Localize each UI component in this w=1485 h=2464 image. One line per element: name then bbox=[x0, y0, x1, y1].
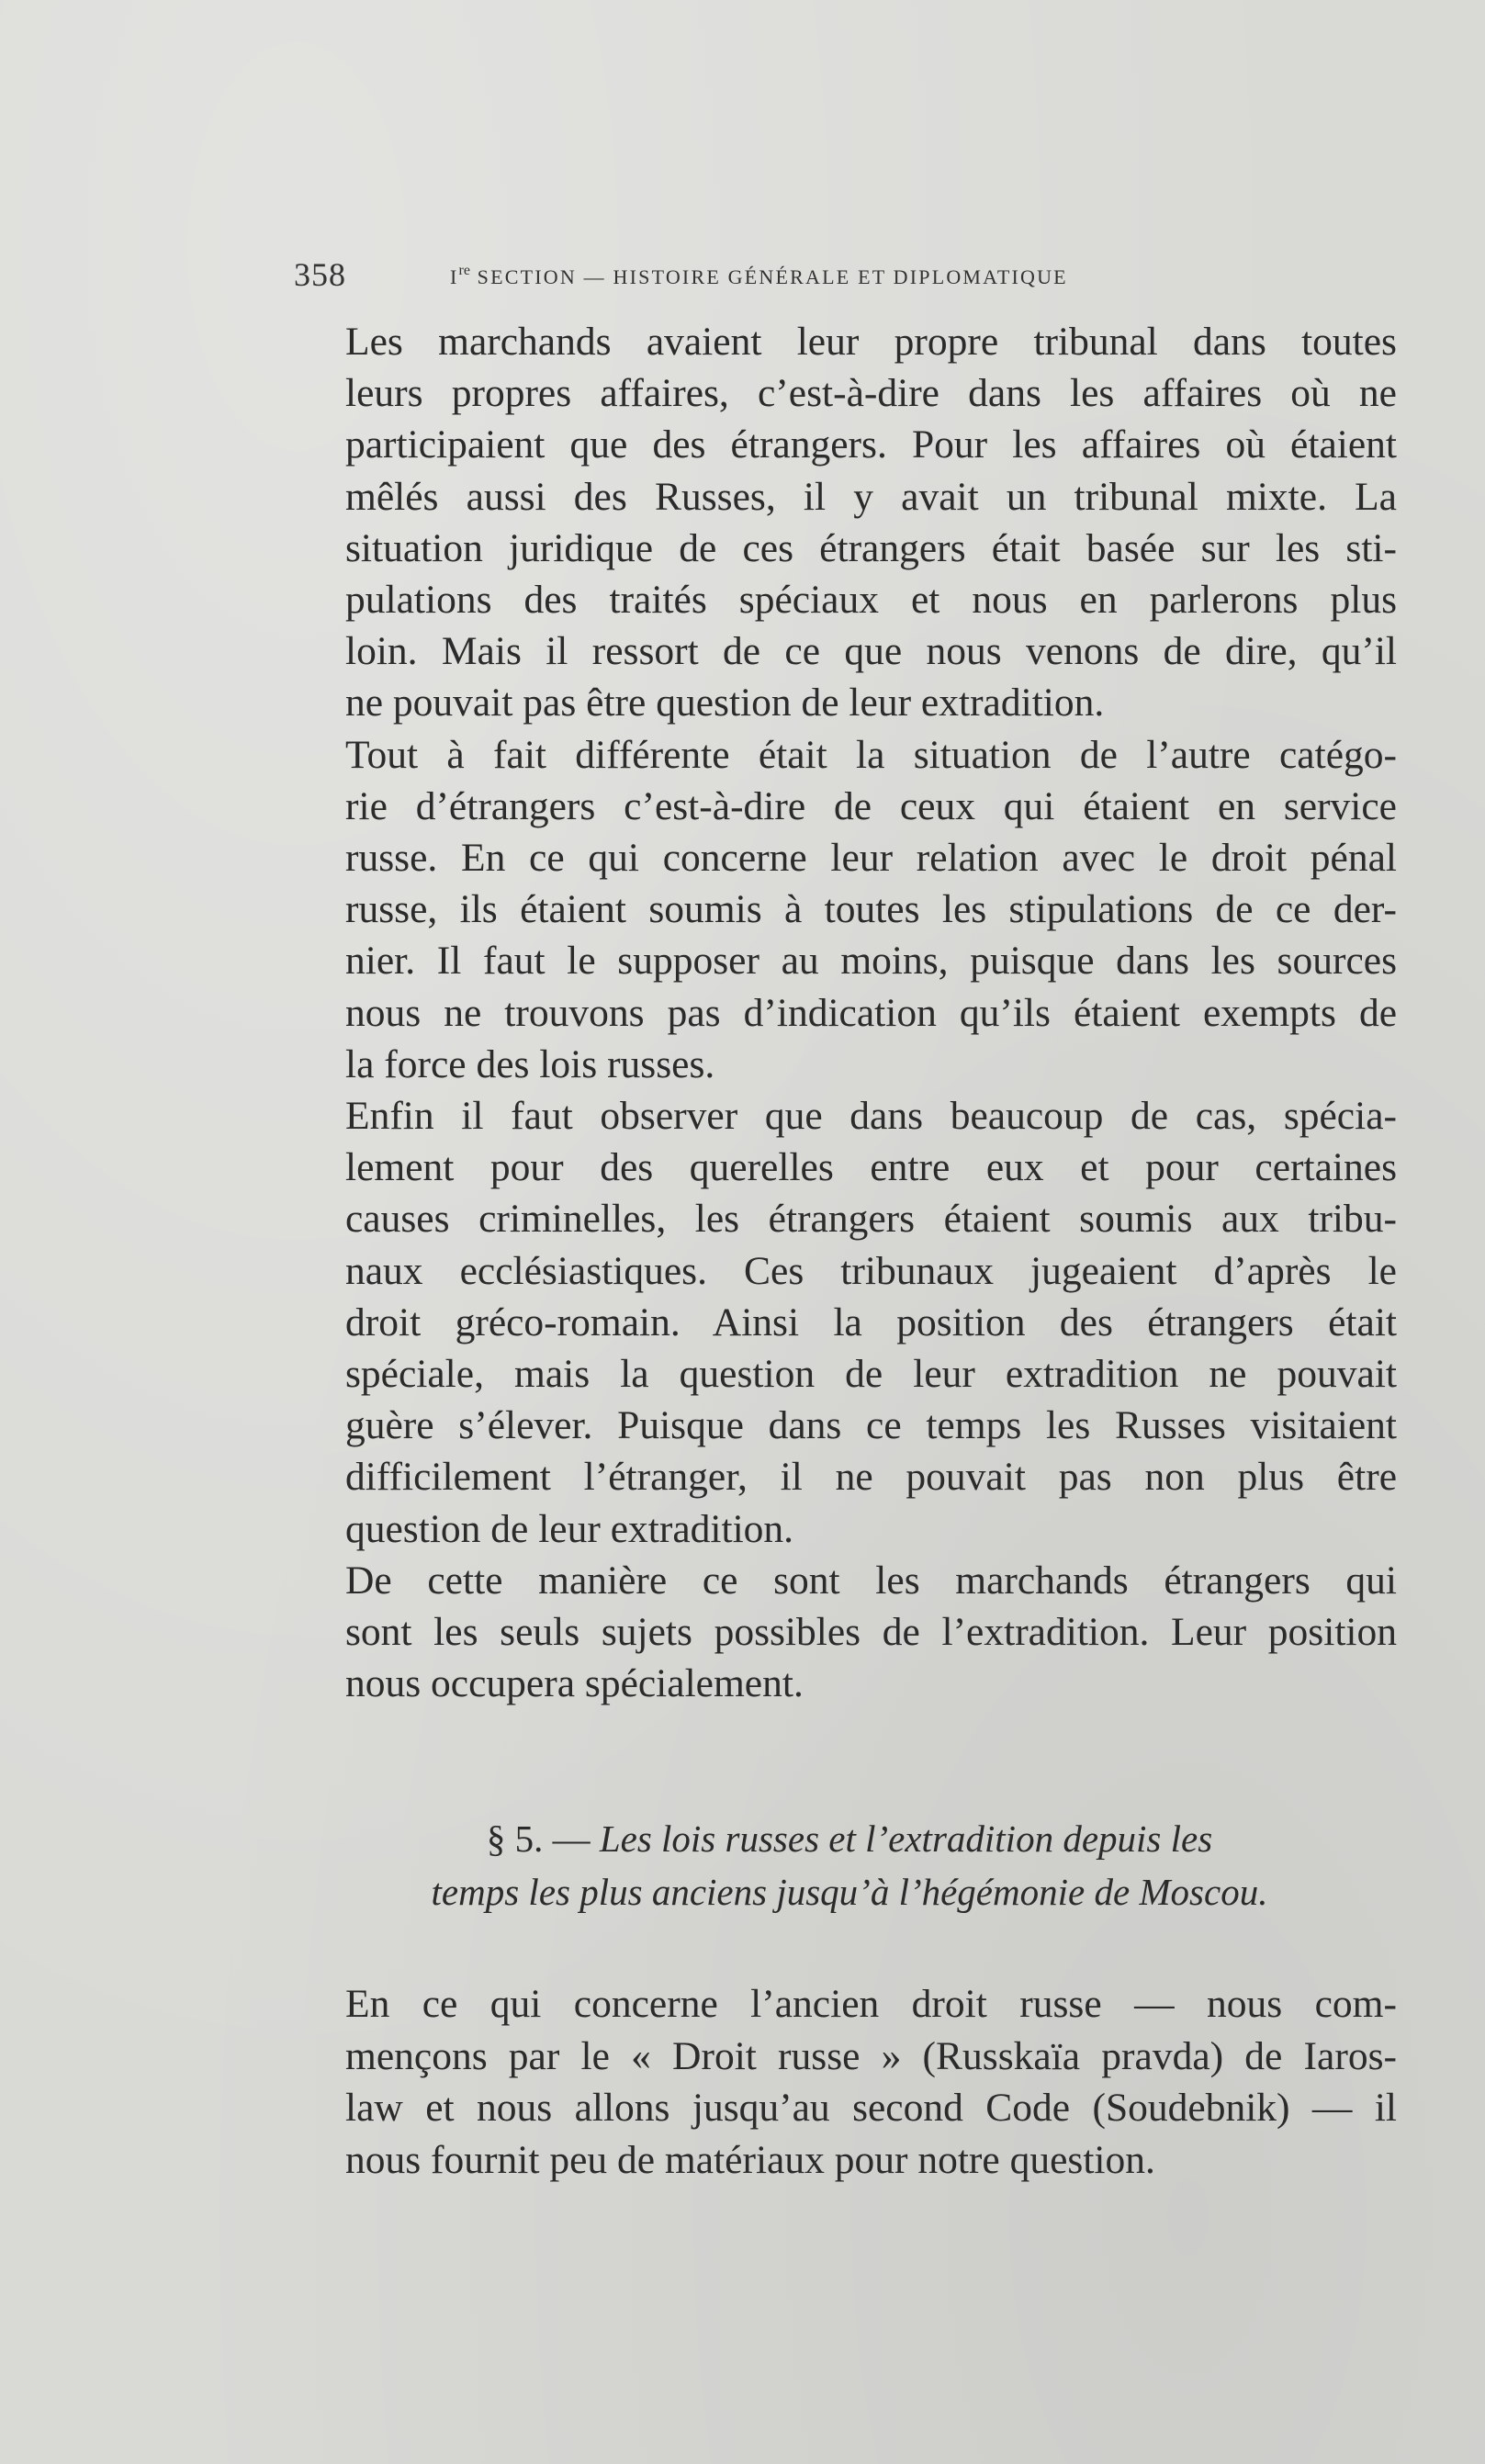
text-line: En ce qui concerne l’ancien droit russe — nous com- bbox=[345, 1982, 1397, 2026]
text-line: question de leur extradition. bbox=[345, 1506, 794, 1551]
text-line: law et nous allons jusqu’au second Code (Soudebnik) — il bbox=[345, 2086, 1397, 2130]
section-label: SECTION — HISTOIRE GÉNÉRALE ET DIPLOMATIQUE bbox=[469, 265, 1068, 288]
text-line: difficilement l’étranger, il ne pouvait pas non plus être bbox=[345, 1455, 1397, 1500]
text-line: russe, ils étaient soumis à toutes les stipulations de ce der- bbox=[345, 887, 1397, 932]
section-title-line-1 bbox=[303, 1812, 1396, 1865]
section-title-line-2: temps les plus anciens jusqu’à l’hégémonie de Moscou. bbox=[431, 1871, 1268, 1913]
text-line: la force des lois russes. bbox=[345, 1041, 715, 1086]
text-line: guère s’élever. Puisque dans ce temps les Russes visitaient bbox=[345, 1403, 1397, 1448]
text-line: ne pouvait pas être question de leur extradition. bbox=[345, 681, 1105, 726]
paragraph-3 bbox=[301, 1090, 1397, 1555]
text-line: nous ne trouvons pas d’indication qu’ils étaient exempts de bbox=[345, 990, 1397, 1035]
text-line: leurs propres affaires, c’est-à-dire dans les affaires où ne bbox=[345, 371, 1397, 416]
running-head-title bbox=[450, 263, 1068, 289]
text-line: situation juridique de ces étrangers était basée sur les sti- bbox=[345, 525, 1397, 570]
text-line: rie d’étrangers c’est-à-dire de ceux qui étaient en service bbox=[345, 783, 1397, 828]
text-line: Tout à fait différente était la situation de l’autre catégo- bbox=[345, 732, 1397, 777]
text-line: nier. Il faut le supposer au moins, puisque dans les sources bbox=[345, 939, 1397, 984]
section-number: § 5. — bbox=[486, 1817, 600, 1860]
body-text bbox=[301, 316, 1397, 1709]
closing-text bbox=[301, 1978, 1397, 2186]
paragraph-5 bbox=[301, 1978, 1397, 2186]
text-line: lement pour des querelles entre eux et pour certaines bbox=[345, 1145, 1397, 1190]
section-title-text-1: Les lois russes et l’extradition depuis les bbox=[599, 1817, 1213, 1860]
text-line: spéciale, mais la question de leur extradition ne pouvait bbox=[345, 1352, 1397, 1397]
page-number: 358 bbox=[294, 256, 346, 293]
section-title bbox=[303, 1812, 1396, 1918]
section-prefix-sup: re bbox=[458, 263, 470, 278]
text-line: causes criminelles, les étrangers étaient soumis aux tribu- bbox=[345, 1197, 1397, 1242]
text-line: droit gréco-romain. Ainsi la position des étrangers était bbox=[345, 1300, 1397, 1345]
text-line: sont les seuls sujets possibles de l’extradition. Leur position bbox=[345, 1610, 1397, 1655]
text-line: Enfin il faut observer que dans beaucoup de cas, spécia- bbox=[345, 1094, 1397, 1139]
running-head bbox=[294, 255, 1221, 301]
paragraph-1 bbox=[301, 316, 1397, 729]
text-line: nous occupera spécialement. bbox=[345, 1661, 804, 1706]
text-line: naux ecclésiastiques. Ces tribunaux jugeaient d’après le bbox=[345, 1248, 1397, 1293]
text-line: nous fournit peu de matériaux pour notre question. bbox=[345, 2137, 1155, 2182]
text-line: pulations des traités spéciaux et nous en parlerons plus bbox=[345, 578, 1397, 623]
text-line: De cette manière ce sont les marchands étrangers qui bbox=[345, 1558, 1397, 1603]
text-line: loin. Mais il ressort de ce que nous venons de dire, qu’il bbox=[345, 629, 1397, 674]
paragraph-4 bbox=[301, 1555, 1397, 1710]
text-line: russe. En ce qui concerne leur relation avec le droit pénal bbox=[345, 836, 1397, 881]
text-line: mençons par le « Droit russe » (Russkaïa pravda) de Iaros- bbox=[345, 2033, 1397, 2078]
text-line: participaient que des étrangers. Pour les affaires où étaient bbox=[345, 422, 1397, 467]
paragraph-2 bbox=[301, 729, 1397, 1090]
text-line: mêlés aussi des Russes, il y avait un tribunal mixte. La bbox=[345, 474, 1397, 519]
text-line: Les marchands avaient leur propre tribunal dans toutes bbox=[345, 320, 1397, 364]
section-prefix: I bbox=[450, 265, 459, 288]
